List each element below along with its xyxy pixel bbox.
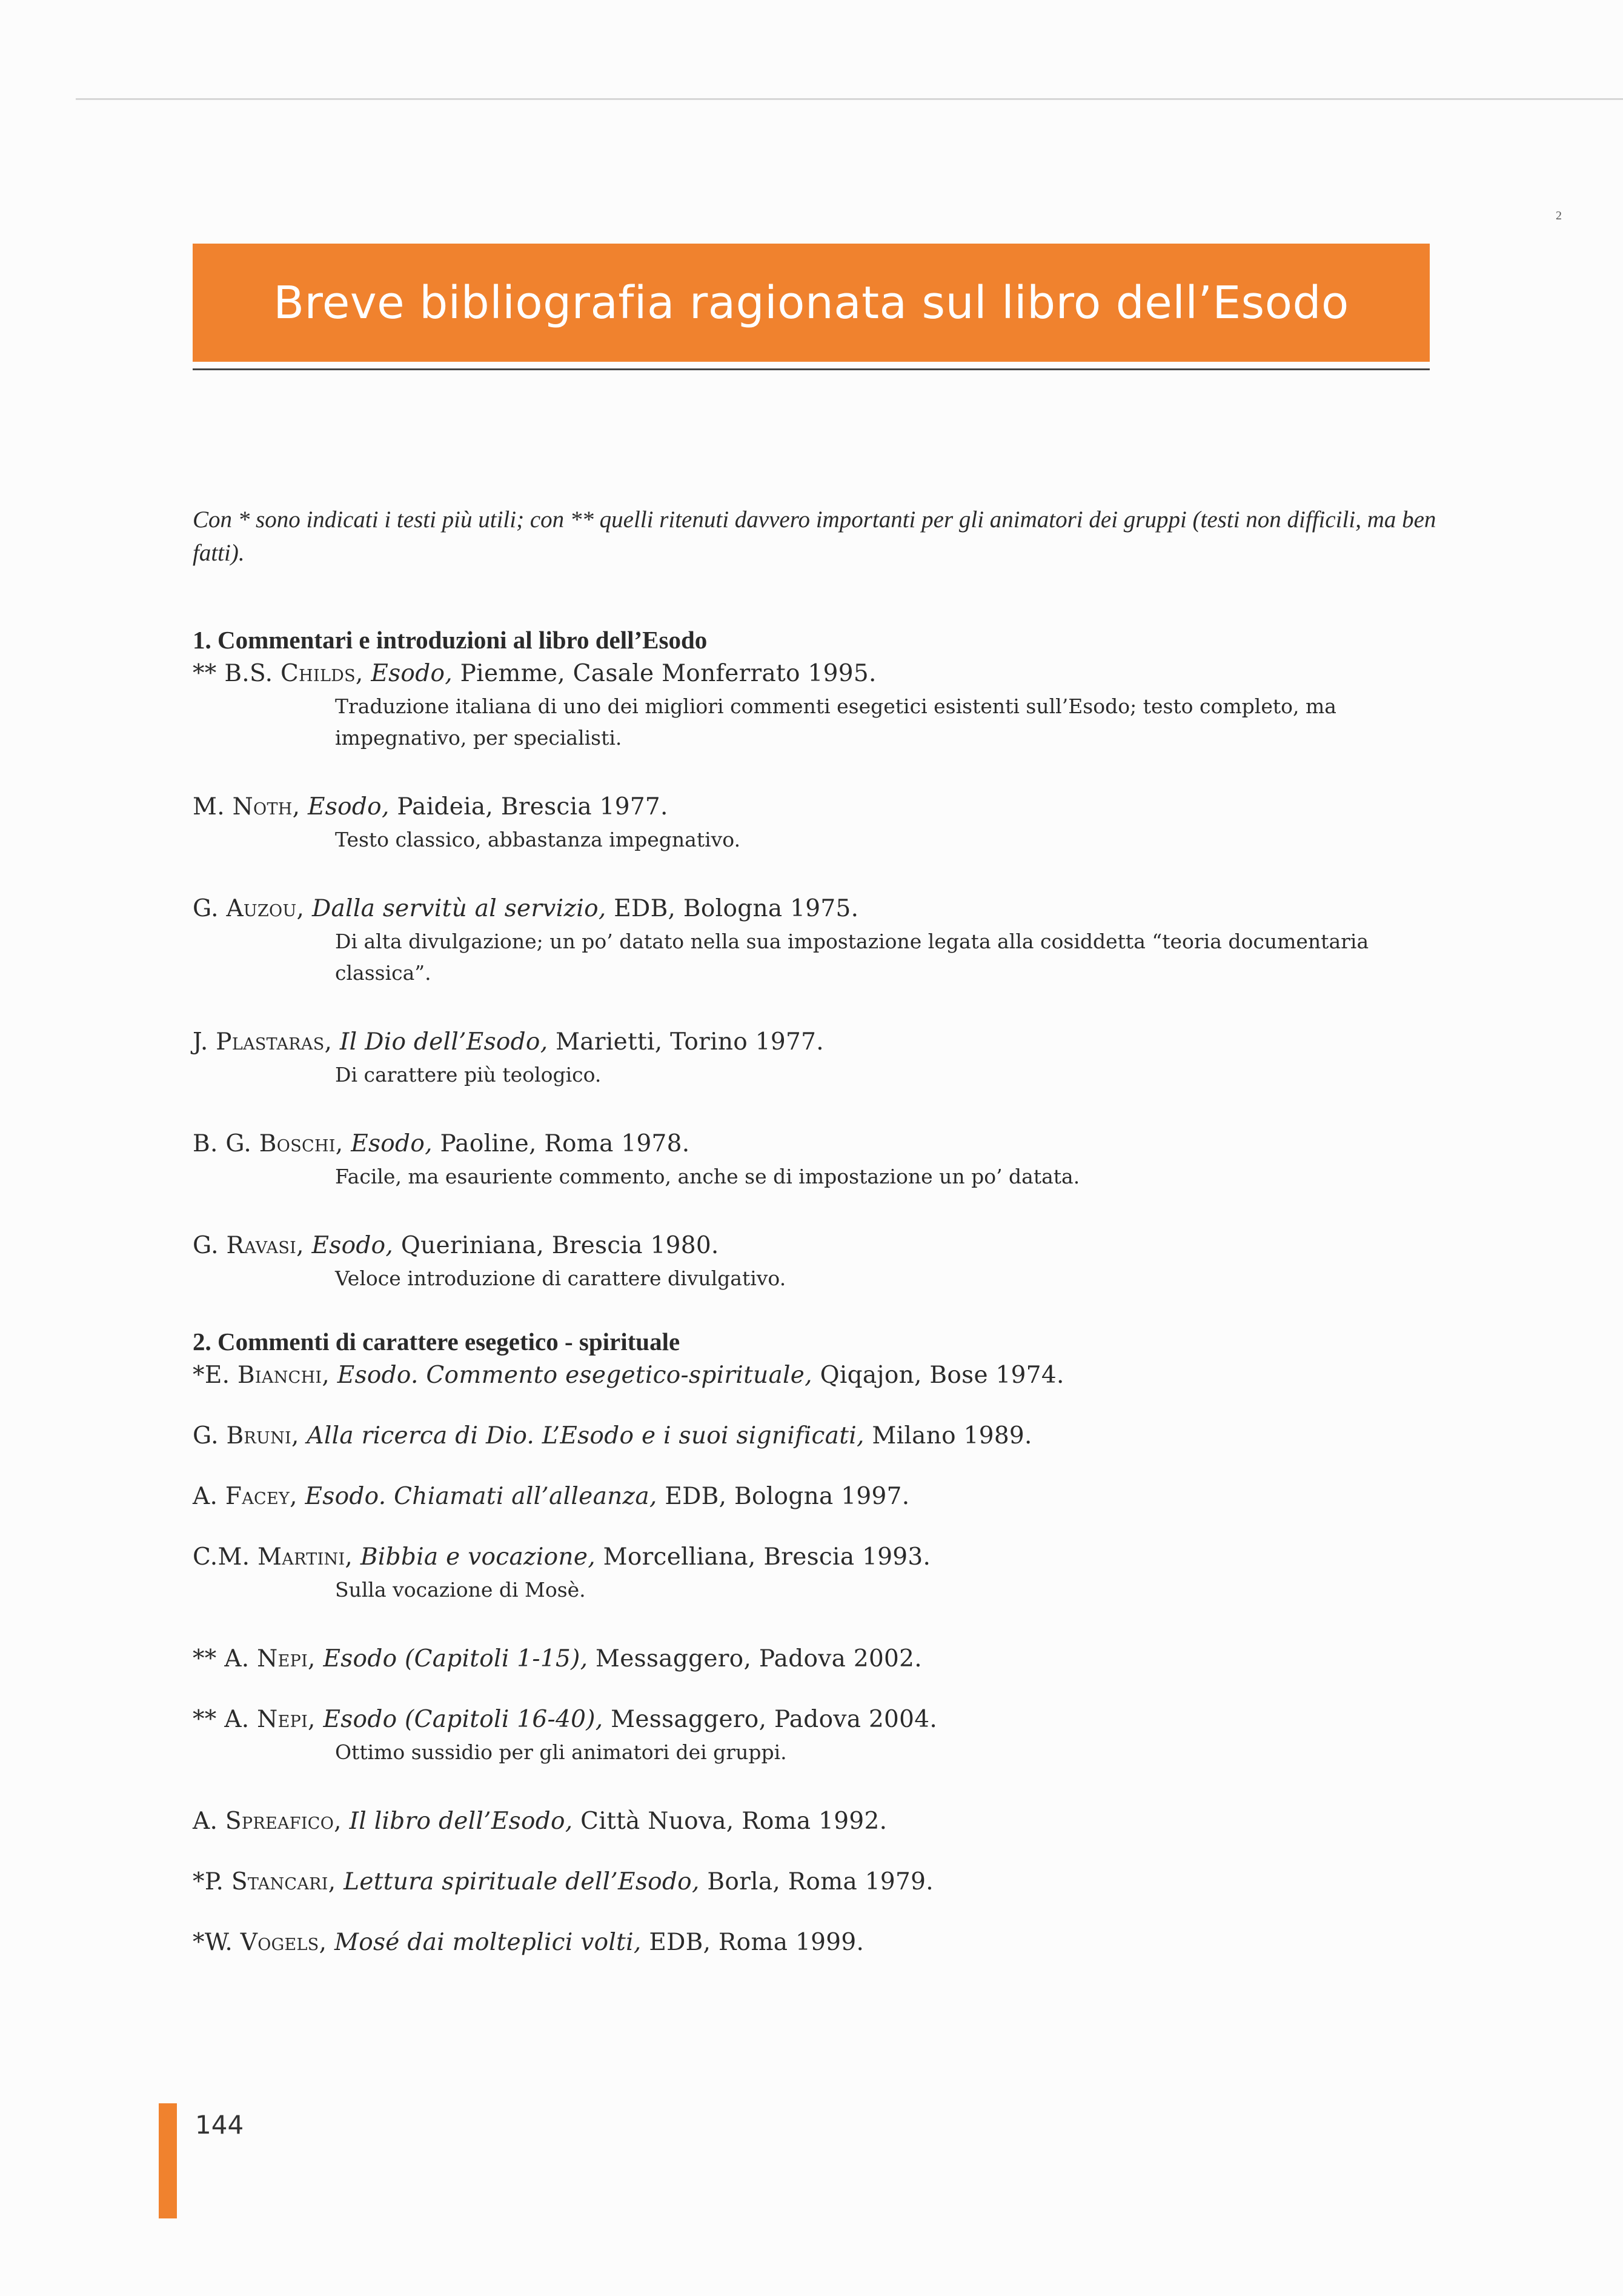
entry-citation [193, 1025, 1441, 1059]
entry-title: Dalla servitù al servizio, [311, 895, 606, 922]
entry-title: Esodo. Chiamati all’alleanza, [305, 1483, 657, 1510]
entry-title: Esodo, [308, 793, 390, 820]
entry-citation [193, 1359, 1441, 1393]
entry-publisher: Qiqajon, Bose 1974. [812, 1362, 1064, 1389]
bibliography-entry [193, 1703, 1441, 1768]
entry-title: Mosé dai molteplici volti, [334, 1929, 642, 1956]
entry-citation [193, 892, 1441, 926]
entry-publisher: EDB, Bologna 1975. [606, 895, 859, 922]
entry-title: Esodo. Commento esegetico-spirituale, [337, 1362, 812, 1389]
bibliography-entry [193, 1805, 1441, 1838]
bibliography-entry [193, 1229, 1441, 1294]
bibliography-entry [193, 1480, 1441, 1514]
entry-title: Alla ricerca di Dio. L’Esodo e i suoi significati, [307, 1422, 865, 1449]
entry-citation [193, 1540, 1441, 1574]
entry-author: W. Vogels, [204, 1929, 327, 1956]
entry-publisher: Morcelliana, Brescia 1993. [595, 1543, 931, 1571]
entry-author: G. Ravasi, [193, 1232, 304, 1259]
entry-publisher: EDB, Bologna 1997. [657, 1483, 910, 1510]
page-number: 144 [195, 2110, 244, 2140]
entry-note: Traduzione italiana di uno dei migliori commenti esegetici esistenti sull’Esodo; testo completo, ma impegnativo, per specialisti. [335, 694, 1336, 750]
entry-note: Testo classico, abbastanza impegnativo. [335, 828, 741, 851]
entry-publisher: Città Nuova, Roma 1992. [573, 1808, 888, 1835]
entry-marker: ** [193, 660, 225, 687]
bibliography-entry [193, 790, 1441, 856]
entry-note: Veloce introduzione di carattere divulgativo. [335, 1266, 786, 1290]
entry-title: Esodo, [311, 1232, 394, 1259]
entry-title: Esodo (Capitoli 1-15), [323, 1645, 588, 1672]
entry-author: A. Facey, [193, 1483, 297, 1510]
entry-note: Ottimo sussidio per gli animatori dei gruppi. [335, 1740, 787, 1764]
bibliography-entry [193, 1926, 1441, 1960]
title-rule [193, 368, 1430, 370]
entry-citation [193, 1703, 1441, 1737]
entry-author: A. Spreafico, [193, 1808, 342, 1835]
entry-citation [193, 1805, 1441, 1838]
entry-citation [193, 1229, 1441, 1263]
entry-note: Sulla vocazione di Mosè. [335, 1578, 586, 1602]
bibliography-entry [193, 1359, 1441, 1393]
entry-publisher: Marietti, Torino 1977. [548, 1028, 824, 1056]
entry-publisher: Messaggero, Padova 2002. [588, 1645, 922, 1672]
entry-author: C.M. Martini, [193, 1543, 353, 1571]
entry-author: A. Nepi, [224, 1706, 316, 1733]
entry-marker: * [193, 1868, 205, 1895]
bibliography-entry [193, 1865, 1441, 1899]
sections [193, 623, 1441, 1960]
title-band [193, 244, 1430, 362]
entry-author: G. Auzou, [193, 895, 305, 922]
bibliography-entry [193, 1540, 1441, 1606]
entry-note: Di alta divulgazione; un po’ datato nella sua impostazione legata alla cosiddetta “teoria documentaria classica”. [335, 930, 1369, 985]
top-rule [76, 98, 1623, 100]
entry-title: Bibbia e vocazione, [360, 1543, 596, 1571]
page-title: Breve bibliografia ragionata sul libro dell’Esodo [273, 276, 1349, 329]
bibliography-entry [193, 657, 1441, 754]
entry-publisher: Borla, Roma 1979. [699, 1868, 934, 1895]
entry-citation [193, 1419, 1441, 1453]
page-number-bar [159, 2103, 177, 2218]
entry-citation [193, 1865, 1441, 1899]
entry-citation [193, 657, 1441, 691]
bibliography [193, 503, 1441, 1986]
entry-citation [193, 1642, 1441, 1676]
intro-text: Con * sono indicati i testi più utili; con ** quelli ritenuti davvero importanti per gli animatori dei gruppi (testi non difficili, ma ben fatti). [193, 507, 1436, 566]
entry-author: M. Noth, [193, 793, 300, 820]
entry-publisher: Messaggero, Padova 2004. [603, 1706, 938, 1733]
entry-author: J. Plastaras, [193, 1028, 333, 1056]
bibliography-entry [193, 1642, 1441, 1676]
entry-publisher: Piemme, Casale Monferrato 1995. [452, 660, 877, 687]
entry-marker: * [193, 1362, 205, 1389]
entry-citation [193, 1926, 1441, 1960]
entry-publisher: Paoline, Roma 1978. [432, 1130, 690, 1157]
bibliography-entry [193, 1025, 1441, 1091]
entry-citation [193, 1480, 1441, 1514]
entry-marker: ** [193, 1706, 225, 1733]
entry-title: Esodo (Capitoli 16-40), [323, 1706, 603, 1733]
entry-author: E. Bianchi, [204, 1362, 330, 1389]
corner-page-number: 2 [1556, 209, 1562, 222]
entry-title: Il Dio dell’Esodo, [339, 1028, 548, 1056]
entry-author: P. Stancari, [204, 1868, 336, 1895]
entry-title: Lettura spirituale dell’Esodo, [344, 1868, 700, 1895]
section-heading: 2. Commenti di carattere esegetico - spirituale [193, 1328, 680, 1356]
entry-marker: ** [193, 1645, 225, 1672]
entry-marker: * [193, 1929, 205, 1956]
entry-title: Esodo, [371, 660, 453, 687]
entry-author: G. Bruni, [193, 1422, 299, 1449]
bibliography-entry [193, 892, 1441, 989]
entry-note: Di carattere più teologico. [335, 1063, 602, 1086]
entry-author: B.S. Childs, [224, 660, 363, 687]
section-heading: 1. Commentari e introduzioni al libro dell’Esodo [193, 626, 708, 654]
entry-publisher: EDB, Roma 1999. [641, 1929, 865, 1956]
bibliography-entry [193, 1419, 1441, 1453]
entry-citation [193, 790, 1441, 824]
entry-author: A. Nepi, [224, 1645, 316, 1672]
entry-citation [193, 1127, 1441, 1161]
bibliography-entry [193, 1127, 1441, 1193]
entry-title: Esodo, [351, 1130, 433, 1157]
entry-publisher: Paideia, Brescia 1977. [389, 793, 668, 820]
entry-publisher: Queriniana, Brescia 1980. [393, 1232, 719, 1259]
entry-title: Il libro dell’Esodo, [349, 1808, 573, 1835]
entry-author: B. G. Boschi, [193, 1130, 344, 1157]
entry-publisher: Milano 1989. [864, 1422, 1032, 1449]
entry-note: Facile, ma esauriente commento, anche se di impostazione un po’ datata. [335, 1165, 1080, 1188]
